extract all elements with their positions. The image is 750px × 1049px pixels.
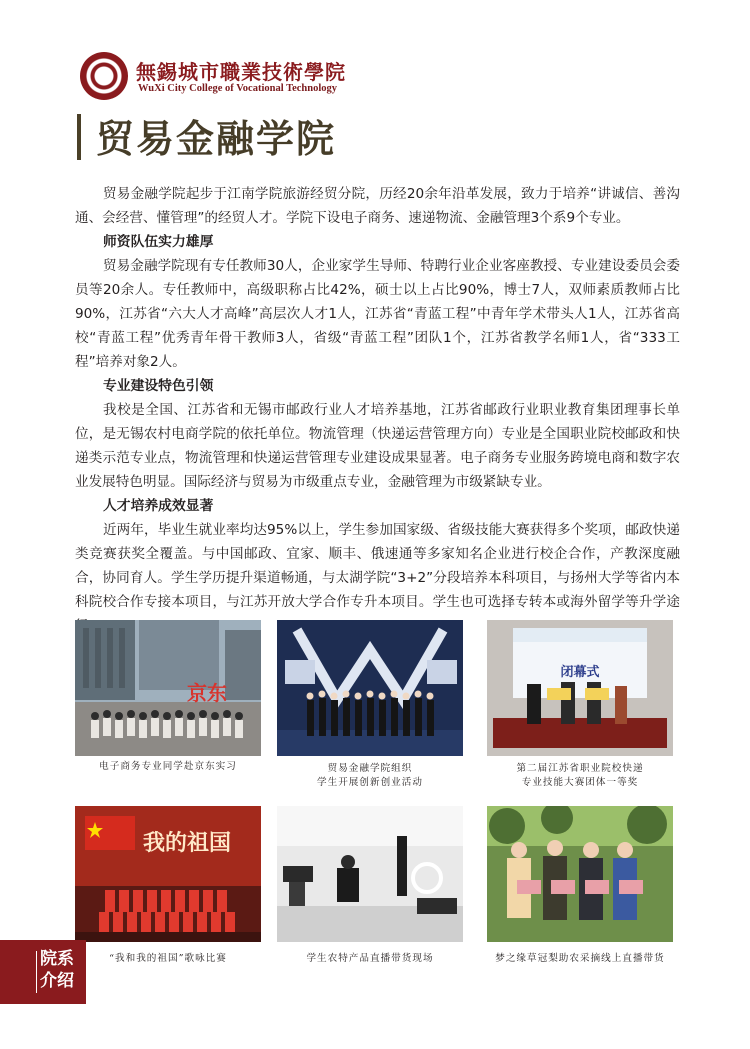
school-name-cn: 無錫城市職業技術學院	[136, 60, 346, 84]
photo-singing-contest	[75, 806, 261, 942]
jd-sign-text: 京东	[187, 681, 227, 705]
photo-caption-jd: 电子商务专业同学赴京东实习	[99, 761, 237, 772]
school-emblem-icon	[80, 52, 128, 100]
caption-line: 学生开展创新创业活动	[317, 777, 423, 788]
major-paragraph: 我校是全国、江苏省和无锡市邮政行业人才培养基地，江苏省邮政行业职业教育集团理事长单位，是无锡农村电商学院的依托单位。物流管理（快递运营管理方向）专业是全国职业院校邮政和快递类示范专业点，物流管理和快递运营管理专业建设成果显著。电子商务专业服务跨境电商和数字农业发展特色明显。国际经济与贸易为市级重点专业，金融管理为市级紧缺专业。	[75, 402, 680, 490]
faculty-heading: 师资队伍实力雄厚	[103, 234, 214, 250]
caption-line: 贸易金融学院组织	[327, 763, 413, 774]
livestream-studio-illustration	[277, 806, 463, 942]
section-tab	[0, 940, 86, 1004]
talent-paragraph: 近两年，毕业生就业率均达95%以上，学生参加国家级、省级技能大赛获得多个奖项，邮政快递类竞赛获奖全覆盖。与中国邮政、宜家、顺丰、俄速通等多家知名企业进行校企合作，产教深度融合，协同育人。学生学历提升渠道畅通，与太湖学院“3+2”分段培养本科项目，与扬州大学等省内本科院校合作专接本项目，与江苏开放大学合作专升本项目。学生也可选择专转本或海外留学等升学途	[75, 522, 680, 610]
tab-line-2: 介绍	[40, 971, 74, 991]
talent-heading: 人才培养成效显著	[103, 498, 214, 514]
photo-jd-internship	[75, 620, 261, 756]
singing-contest-illustration	[75, 806, 261, 942]
pear-harvest-illustration	[487, 806, 673, 942]
section-tab-label	[40, 948, 80, 992]
closing-banner-text: 闭幕式	[560, 665, 600, 680]
caption-line: 专业技能大赛团体一等奖	[521, 777, 639, 788]
innovation-activity-illustration	[277, 620, 463, 756]
photo-caption-singing: “我和我的祖国”歌咏比赛	[109, 953, 227, 964]
photo-pear-harvest	[487, 806, 673, 942]
jd-internship-illustration	[75, 620, 261, 756]
photo-competition-award	[487, 620, 673, 756]
tab-line-1: 院系	[40, 949, 74, 969]
school-name-en: WuXi City College of Vocational Technology	[138, 83, 338, 94]
photo-caption-livestream: 学生农特产品直播带货现场	[306, 953, 434, 964]
photo-caption-innovation	[277, 762, 463, 790]
photo-livestream-studio	[277, 806, 463, 942]
motherland-banner-text: 我的祖国	[143, 830, 232, 856]
faculty-paragraph: 贸易金融学院现有专任教师30人，企业家学生导师、特聘行业企业客座教授、专业建设委员会委员等20余人。专任教师中，高级职称占比42%，硕士以上占比90%，博士7人，双师素质教师占比90%，江苏省“六大人才高峰”高层次人才1人，江苏省“青蓝工程”中青年学术带头人1人，江苏省高校“青蓝工程”优秀青年骨干教师3人，省级“青蓝工程”团队1个，江苏省教学名师1人，省“333工程”培养对象2人。	[75, 258, 680, 370]
page-title: 贸易金融学院	[96, 116, 337, 161]
photo-innovation-activity	[277, 620, 463, 756]
photo-caption-pear: 梦之缘草冠梨助农采摘线上直播带货	[495, 953, 665, 964]
school-logo-header	[80, 52, 380, 106]
competition-award-illustration	[487, 620, 673, 756]
major-heading: 专业建设特色引领	[103, 378, 214, 394]
caption-line: 第二届江苏省职业院校快递	[516, 763, 644, 774]
intro-paragraph: 贸易金融学院起步于江南学院旅游经贸分院，历经20余年沿革发展，致力于培养“讲诚信、善沟通、会经营、懂管理”的经贸人才。学院下设电子商务、速递物流、金融管理3个系9个专业。	[75, 186, 680, 226]
photo-caption-award	[487, 762, 673, 790]
title-accent-bar	[77, 114, 81, 160]
article-body	[75, 182, 680, 638]
tab-divider	[36, 951, 37, 993]
